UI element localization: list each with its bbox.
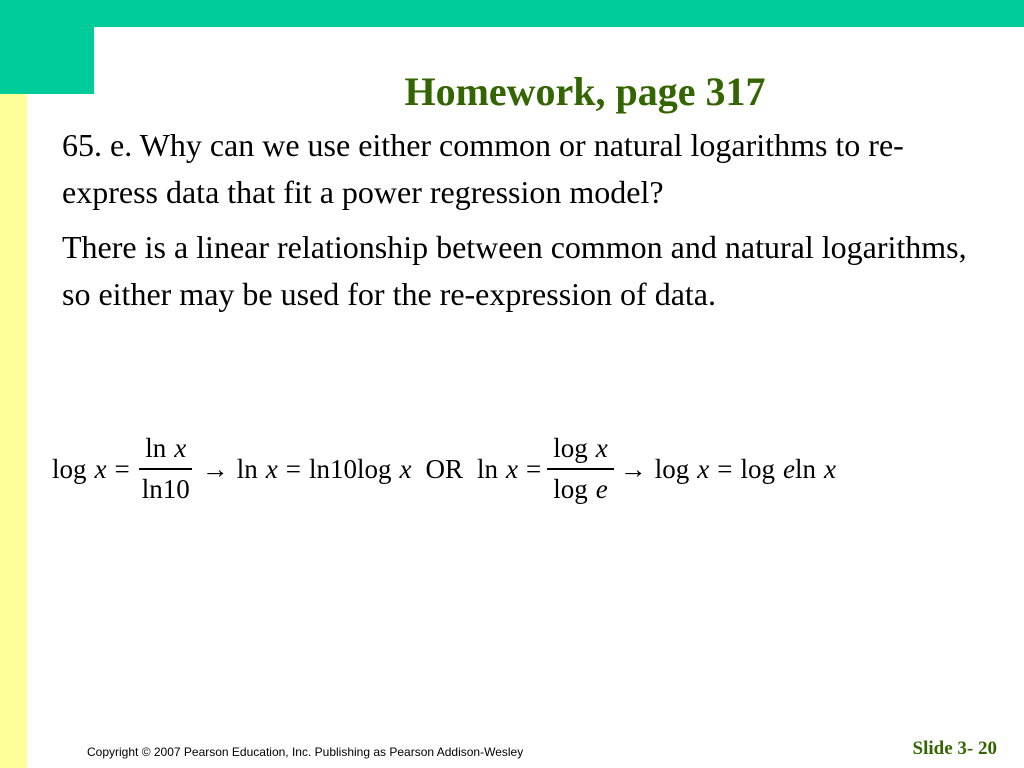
eq2-num-var: x [595, 433, 608, 463]
eq2-r-coef-var: e [783, 453, 795, 484]
eq2-den-var: e [595, 474, 608, 504]
eq1-fraction-numerator [139, 433, 192, 470]
eq1-arrow: → [201, 453, 229, 484]
eq2-r-fn1: log [654, 453, 690, 484]
equation-row [52, 424, 992, 514]
eq1-r-var2: x [399, 453, 412, 484]
corner-accent-square [0, 0, 94, 94]
eq1-r-equals: = [285, 453, 301, 484]
footer-copyright: Copyright © 2007 Pearson Education, Inc. Publishing as Pearson Addison-Wesley [87, 745, 524, 759]
eq2-r-coef-fn: log [740, 453, 775, 484]
eq1-lhs-var: x [94, 453, 107, 484]
eq2-lhs-fn: ln [477, 453, 499, 484]
eq1-r-fn2: log [357, 453, 392, 484]
eq2-r-fn2: ln [794, 453, 816, 484]
answer-text: There is a linear relationship between common and natural logarithms, so either may be used for the re-expression of data. [62, 229, 967, 312]
eq2-num-fn: log [553, 433, 588, 463]
eq2-equals: = [526, 453, 542, 484]
eq1-fraction [136, 433, 196, 505]
eq1-num-fn: ln [145, 433, 167, 463]
slide-title: Homework, page 317 [404, 69, 766, 114]
equation-block [52, 424, 992, 514]
slide-number: Slide 3- 20 [912, 738, 997, 759]
eq2-r-equals: = [717, 453, 733, 484]
eq1-lhs-fn: log [52, 453, 87, 484]
eq1-r-fn1: ln [236, 453, 258, 484]
eq1-r-coef: ln10 [308, 453, 357, 484]
question-text: 65. e. Why can we use either common or natural logarithms to re-express data that fit a power regression model? [62, 127, 904, 210]
eq2-fraction-denominator [547, 470, 614, 505]
eq2-fraction [547, 433, 614, 505]
eq1-equals: = [114, 453, 130, 484]
eq2-fraction-numerator [547, 433, 614, 470]
eq-connector: OR [425, 453, 464, 484]
slide-body [62, 122, 992, 326]
eq1-fraction-denominator: ln10 [141, 474, 190, 504]
eq1-num-var: x [174, 433, 187, 463]
eq2-lhs-var: x [506, 453, 519, 484]
eq2-den-fn: log [553, 474, 588, 504]
eq1-r-var1: x [265, 453, 278, 484]
top-accent-bar [0, 0, 1024, 27]
eq2-arrow: → [619, 453, 647, 484]
eq2-r-var1: x [697, 453, 710, 484]
eq2-r-var2: x [824, 453, 836, 484]
side-accent-bar [0, 94, 27, 768]
